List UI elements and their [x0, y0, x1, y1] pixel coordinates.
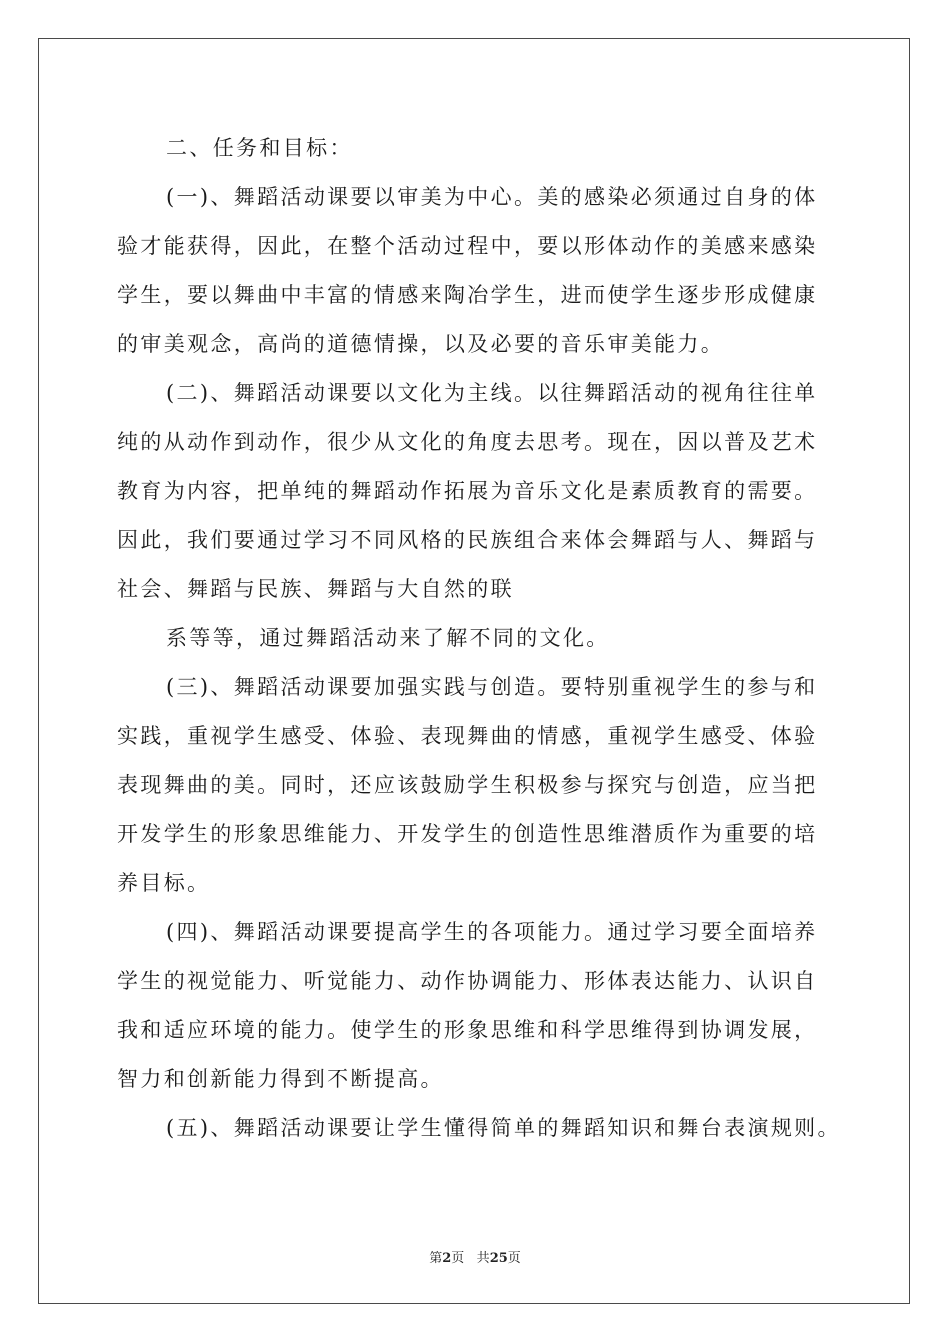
paragraph-2-continuation [117, 614, 839, 663]
text-line: (二)、舞蹈活动课要以文化为主线。以往舞蹈活动的视角往往单 [166, 381, 818, 405]
text-line: 验才能获得，因此，在整个活动过程中，要以形体动作的美感来感染 [117, 234, 818, 258]
paragraph-1 [117, 173, 839, 369]
paragraph-2 [117, 369, 839, 614]
text-line: 表现舞曲的美。同时，还应该鼓励学生积极参与探究与创造，应当把 [117, 773, 818, 797]
paragraph-3 [117, 663, 839, 908]
text-line: 的审美观念，高尚的道德情操，以及必要的音乐审美能力。 [117, 332, 725, 356]
page-label-suffix: 页 [451, 1251, 465, 1266]
text-line: (三)、舞蹈活动课要加强实践与创造。要特别重视学生的参与和 [166, 675, 818, 699]
page-footer [0, 1247, 950, 1266]
text-line: 开发学生的形象思维能力、开发学生的创造性思维潜质作为重要的培 [117, 822, 818, 846]
paragraph-4 [117, 908, 839, 1104]
text-line: (一)、舞蹈活动课要以审美为中心。美的感染必须通过自身的体 [166, 185, 818, 209]
page-label-prefix: 第 [429, 1251, 443, 1266]
page-number: 2 [442, 1251, 452, 1266]
text-line: 养目标。 [117, 871, 211, 895]
text-line: 学生的视觉能力、听觉能力、动作协调能力、形体表达能力、认识自 [117, 969, 818, 993]
text-line: 实践，重视学生感受、体验、表现舞曲的情感，重视学生感受、体验 [117, 724, 818, 748]
text-line: 纯的从动作到动作，很少从文化的角度去思考。现在，因以普及艺术 [117, 430, 818, 454]
text-line: (四)、舞蹈活动课要提高学生的各项能力。通过学习要全面培养 [166, 920, 818, 944]
text-line: 教育为内容，把单纯的舞蹈动作拓展为音乐文化是素质教育的需要。 [117, 479, 818, 503]
total-label-prefix: 共 [476, 1251, 490, 1266]
text-line: 因此，我们要通过学习不同风格的民族组合来体会舞蹈与人、舞蹈与 [117, 528, 818, 552]
section-heading [117, 124, 839, 173]
text-line: 二、任务和目标： [166, 136, 353, 160]
total-pages: 25 [489, 1251, 508, 1266]
paragraph-5 [117, 1104, 839, 1153]
text-line: 智力和创新能力得到不断提高。 [117, 1067, 444, 1091]
text-line: 我和适应环境的能力。使学生的形象思维和科学思维得到协调发展， [117, 1018, 818, 1042]
text-line: 系等等，通过舞蹈活动来了解不同的文化。 [166, 626, 610, 650]
text-line: 学生，要以舞曲中丰富的情感来陶冶学生，进而使学生逐步形成健康 [117, 283, 818, 307]
total-label-suffix: 页 [507, 1251, 521, 1266]
text-line: 社会、舞蹈与民族、舞蹈与大自然的联 [117, 577, 514, 601]
text-line: (五)、舞蹈活动课要让学生懂得简单的舞蹈知识和舞台表演规则。 [166, 1116, 841, 1140]
document-body [117, 124, 839, 1153]
